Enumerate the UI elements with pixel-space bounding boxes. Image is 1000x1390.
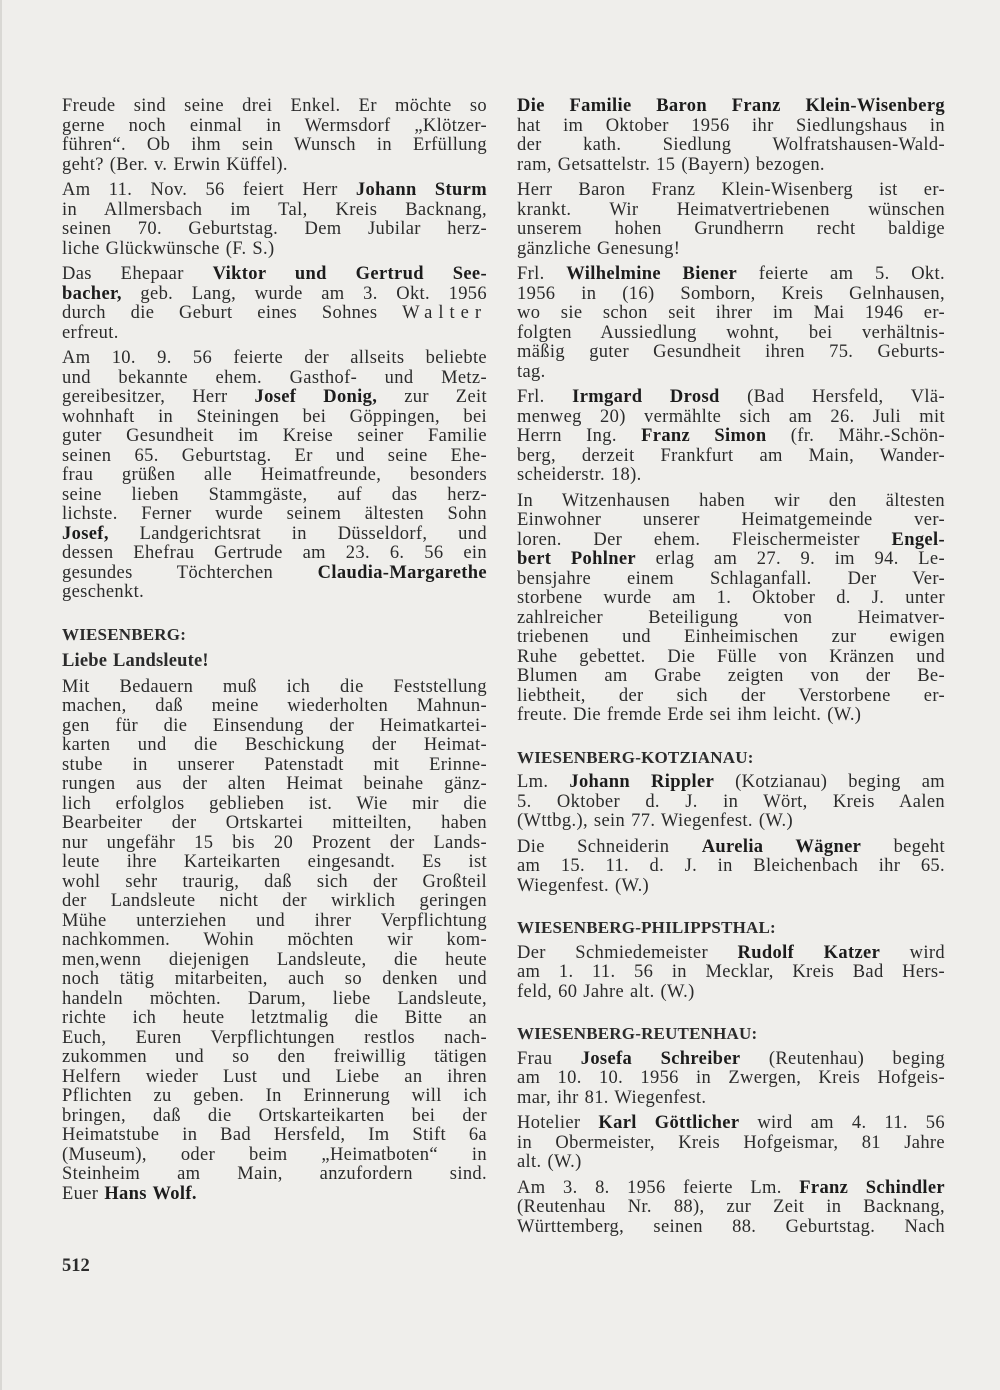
text-line [517, 97, 945, 117]
paragraph [517, 1114, 945, 1173]
text-line [62, 525, 487, 545]
salutation [62, 652, 487, 672]
text-line [62, 220, 487, 240]
bold-name: Viktor und Gertrud See- [212, 264, 487, 284]
text-line [62, 853, 487, 873]
text-line [517, 1114, 945, 1134]
text-run: Landgerichtsrat in Düsseldorf, und [108, 523, 487, 544]
text-line [62, 1009, 487, 1029]
text-line [517, 944, 945, 964]
text-line [62, 564, 487, 584]
text-line [517, 492, 945, 512]
text-line [517, 427, 945, 447]
text-run: hat im Oktober 1956 ihr Siedlungshaus in [517, 115, 945, 136]
text-run: (fr. Mähr.-Schön- [766, 426, 945, 446]
text-run: berg, derzeit Frankfurt am Main, Wander- [517, 445, 945, 466]
text-line [517, 201, 945, 221]
text-run: unserem hohen Grundherrn recht baldige [517, 219, 945, 239]
text-line [517, 918, 945, 938]
text-line [517, 812, 945, 832]
paragraph [517, 97, 945, 175]
text-run: 5. Oktober d. J. in Wört, Kreis Aalen [517, 791, 945, 812]
text-run: Blumen am Grabe zeigten von der Be- [517, 666, 945, 686]
text-run: nur ungefähr 15 bis 20 Prozent der Lands- [62, 832, 487, 853]
bold-name: Hans Wolf. [104, 1183, 197, 1204]
text-line [62, 285, 487, 305]
paragraph [62, 678, 487, 1205]
paragraph [517, 773, 945, 832]
text-run: machen, daß meine wiederholten Mahnun- [62, 696, 487, 716]
text-line [62, 447, 487, 467]
bold-name: Engel- [891, 529, 945, 550]
text-run: gen für die Einsendung der Heimatkartei- [62, 715, 487, 736]
bold-name: Irmgard Drosd [572, 387, 720, 407]
text-run: dessen Ehefrau Gertrude am 23. 6. 56 ein [62, 543, 487, 563]
text-line [62, 427, 487, 447]
text-line [62, 697, 487, 717]
text-line [517, 1069, 945, 1089]
text-run: geschenkt. [62, 582, 145, 602]
text-run: führen“. Ob ihm sein Wunsch in Erfüllung [62, 135, 487, 155]
text-line [62, 486, 487, 506]
text-line [62, 1048, 487, 1068]
text-run: Hotelier [517, 1113, 599, 1133]
text-run: Württemberg, seinen 88. Geburtstag. Nach [517, 1216, 945, 1237]
text-run: erfreut. [62, 322, 119, 343]
text-run: Mit Bedauern muß ich die Feststellung [62, 676, 487, 697]
bold-name: Karl Göttlicher [598, 1113, 740, 1133]
text-run: feld, 60 Jahre alt. (W.) [517, 981, 695, 1002]
text-line [517, 324, 945, 344]
text-run: (Museum), oder beim „Heimatboten“ in [62, 1144, 487, 1165]
text-run: WIESENBERG: [62, 624, 187, 644]
text-run: gesundes Töchterchen [62, 562, 318, 583]
text-run: liche Glückwünsche (F. S.) [62, 238, 275, 259]
text-line [62, 408, 487, 428]
text-run: Am 10. 9. 56 feierte der allseits beliebte [62, 348, 487, 368]
text-line [517, 589, 945, 609]
text-line [517, 628, 945, 648]
text-run: 1956 in (16) Somborn, Kreis Gelnhausen, [517, 283, 945, 304]
text-line [517, 983, 945, 1003]
paragraph [517, 265, 945, 382]
text-run: Frl. [517, 387, 573, 407]
text-run: Lm. [517, 772, 570, 792]
text-line [517, 447, 945, 467]
text-line [62, 181, 487, 201]
text-run: mäßig guter Gesundheit ihren 75. Geburts- [517, 342, 945, 362]
text-run: wo sie schon seit ihrer im Mai 1946 er- [517, 303, 945, 323]
section-heading [517, 918, 945, 938]
bold-name: bacher, [62, 283, 122, 304]
text-line [62, 117, 487, 137]
text-run: Mühe unterziehen und ihrer Verpflichtung [62, 910, 487, 931]
text-line [517, 511, 945, 531]
text-run: WIESENBERG-KOTZIANAU: [517, 747, 754, 767]
text-line [517, 1024, 945, 1044]
text-line [62, 756, 487, 776]
text-run: bringen, daß die Ortskarteikarten bei der [62, 1105, 487, 1126]
text-run: gänzliche Genesung! [517, 238, 681, 259]
text-line [62, 466, 487, 486]
text-line [62, 97, 487, 117]
text-line [62, 834, 487, 854]
left-column [62, 97, 487, 1204]
text-run: Frau [517, 1048, 581, 1069]
text-run: liebtheit, der sich der Verstorbene er- [517, 685, 945, 706]
text-line [517, 181, 945, 201]
text-run: der Landsleute nicht der wirklich geringen [62, 891, 487, 911]
text-line [517, 838, 945, 858]
text-run: Euer [62, 1183, 105, 1204]
text-line [62, 1087, 487, 1107]
text-line [517, 706, 945, 726]
text-run: seine lieben Stammgäste, auf das herz- [62, 484, 487, 505]
text-line [517, 1198, 945, 1218]
scan-edge [0, 0, 2, 1390]
text-line [517, 1218, 945, 1238]
text-line [62, 625, 487, 645]
paragraph [517, 838, 945, 897]
text-line [517, 343, 945, 363]
text-line [517, 609, 945, 629]
section-heading [517, 1024, 945, 1044]
text-run: erlag am 27. 9. im 94. Le- [636, 549, 945, 569]
text-run: alt. (W.) [517, 1152, 582, 1172]
text-run: bensjahre einem Schlaganfall. Der Ver- [517, 568, 945, 589]
text-run: storbene wurde am 1. Oktober d. J. unter [517, 588, 945, 608]
text-run: scheiderstr. 18). [517, 465, 642, 485]
text-run: krankt. Wir Heimatvertriebenen wünschen [517, 199, 945, 220]
text-run: zukommen und so den freiwillig tätigen [62, 1047, 487, 1067]
text-line [62, 951, 487, 971]
text-run: zahlreicher Beteiligung von Heimatver- [517, 607, 945, 628]
text-line [517, 793, 945, 813]
text-line [517, 1153, 945, 1173]
text-line [62, 1126, 487, 1146]
text-line [62, 1107, 487, 1127]
page-number: 512 [62, 1256, 90, 1276]
paragraph [62, 349, 487, 603]
text-line [517, 1089, 945, 1109]
text-line [517, 265, 945, 285]
text-line [62, 544, 487, 564]
text-run: geht? (Ber. v. Erwin Küffel). [62, 154, 288, 175]
text-run: Das Ehepaar [62, 264, 213, 284]
text-run: men,wenn diejenigen Landsleute, die heute [62, 949, 487, 970]
bold-name: Johann Sturm [355, 180, 487, 200]
text-run: lichste. Ferner wurde seinem ältesten Sohn [62, 504, 487, 524]
text-run: handeln möchten. Darum, liebe Landsleute, [62, 988, 487, 1009]
text-run: Ruhe gebettet. Die Fülle von Kränzen und [517, 646, 945, 667]
text-run: freute. Die fremde Erde sei ihm leicht. (W.) [517, 705, 862, 725]
text-line [517, 963, 945, 983]
spaced-name: Walter [402, 303, 487, 323]
text-run: menweg 20) vermählte sich am 26. Juli mit [517, 406, 945, 427]
text-line [62, 349, 487, 369]
text-line [517, 220, 945, 240]
paragraph [62, 181, 487, 259]
text-run: guter Gesundheit im Kreise seiner Familie [62, 426, 487, 446]
text-line [62, 678, 487, 698]
text-run: Euch, Euren Verpflichtungen restlos nach- [62, 1027, 487, 1048]
text-run: Herr Baron Franz Klein-Wisenberg ist er- [517, 180, 945, 200]
text-line [62, 795, 487, 815]
text-line [517, 466, 945, 486]
bold-name: Johann Rippler [569, 772, 715, 792]
text-line [62, 1068, 487, 1088]
text-line [62, 304, 487, 324]
paragraph [62, 97, 487, 175]
text-run: am 10. 10. 1956 in Zwergen, Kreis Hofgeis- [517, 1068, 945, 1088]
bold-name: Claudia-Margarethe [317, 562, 487, 583]
text-run: Am 11. Nov. 56 feiert Herr [62, 180, 356, 200]
text-run: am 1. 11. 56 in Mecklar, Kreis Bad Hers- [517, 962, 945, 982]
text-run: ram, Getsattelstr. 15 (Bayern) bezogen. [517, 154, 825, 175]
text-line [62, 775, 487, 795]
paragraph [517, 492, 945, 726]
text-line [62, 136, 487, 156]
text-line [517, 136, 945, 156]
paragraph [517, 1179, 945, 1238]
text-run: Einwohner unserer Heimatgemeinde ver- [517, 510, 945, 530]
text-line [517, 877, 945, 897]
text-run: noch tätig mitarbeiten, auch so denken und [62, 969, 487, 989]
bold-name: Franz Simon [641, 426, 767, 446]
text-run: gerne noch einmal in Wermsdorf „Klötzer- [62, 115, 487, 136]
text-line [517, 285, 945, 305]
text-line [62, 240, 487, 260]
text-run: zur Zeit [377, 387, 487, 407]
text-line [517, 388, 945, 408]
text-line [62, 1146, 487, 1166]
text-line [517, 408, 945, 428]
text-run: Am 3. 8. 1956 feierte Lm. [517, 1177, 800, 1198]
bold-name: Wilhelmine Biener [566, 264, 738, 284]
text-line [62, 717, 487, 737]
text-line [517, 531, 945, 551]
text-line [62, 324, 487, 344]
section-heading [517, 748, 945, 768]
text-run: (Bad Hersfeld, Vlä- [719, 387, 945, 407]
text-run: In Witzenhausen haben wir den ältesten [517, 490, 945, 511]
text-run: triebenen und Einheimischen zur ewigen [517, 627, 945, 647]
text-run: Herrn Ing. [517, 426, 642, 446]
bold-name: Franz Schindler [799, 1177, 945, 1198]
text-run: wohnhaft in Steiningen bei Göppingen, bei [62, 406, 487, 427]
text-run: Pflichten zu geben. In Erinnerung will ich [62, 1086, 487, 1106]
text-run: frau grüßen alle Heimatfreunde, besonders [62, 465, 487, 485]
text-run: rungen aus der alten Heimat beinahe gänz- [62, 774, 487, 794]
text-run: Liebe Landsleute! [62, 651, 209, 671]
text-line [517, 857, 945, 877]
text-line [62, 990, 487, 1010]
bold-name: Josef, [62, 523, 109, 544]
text-line [62, 369, 487, 389]
text-run: Die Schneiderin [517, 836, 702, 857]
text-line [517, 570, 945, 590]
text-run: feierte am 5. Okt. [737, 264, 945, 284]
paragraph [517, 388, 945, 486]
text-run: folgten Aussiedlung wohnt, bei verhältnis- [517, 322, 945, 343]
paragraph [517, 1050, 945, 1109]
text-run: Bearbeiter der Ortskartei mitteilten, haben [62, 813, 487, 833]
text-line [517, 687, 945, 707]
text-line [517, 773, 945, 793]
text-run: in Obermeister, Kreis Hofgeismar, 81 Jahre [517, 1132, 945, 1153]
text-run: lich erfolglos geblieben ist. Wie mir die [62, 793, 487, 814]
text-line [517, 550, 945, 570]
text-run: nachkommen. Wohin möchten wir kom- [62, 930, 487, 950]
text-line [62, 201, 487, 221]
text-run: Steinheim am Main, anzufordern sind. [62, 1164, 487, 1184]
text-run: richte ich heute letztmalig die Bitte an [62, 1008, 487, 1028]
text-line [62, 505, 487, 525]
text-line [62, 652, 487, 672]
text-run: (Wttbg.), sein 77. Wiegenfest. (W.) [517, 811, 793, 831]
text-run: karten und die Beschickung der Heimat- [62, 735, 487, 755]
text-line [62, 583, 487, 603]
text-line [517, 1050, 945, 1070]
text-run: leute ihre Karteikarten eingesandt. Es ist [62, 852, 487, 872]
text-run: WIESENBERG-REUTENHAU: [517, 1024, 758, 1043]
text-line [517, 156, 945, 176]
section-heading [62, 625, 487, 645]
text-run: wohl sehr traurig, daß sich der Großteil [62, 871, 487, 892]
bold-name: Aurelia Wägner [701, 836, 862, 857]
text-run: Heimatstube in Bad Hersfeld, Im Stift 6a [62, 1125, 487, 1145]
right-column [517, 97, 945, 1237]
text-run: und bekannte ehem. Gasthof- und Metz- [62, 367, 487, 388]
text-run: begeht [861, 836, 945, 857]
bold-name: bert Pohlner [517, 549, 636, 569]
text-run: durch die Geburt eines Sohnes [62, 303, 403, 323]
text-run: wird am 4. 11. 56 [739, 1113, 946, 1133]
text-line [517, 1134, 945, 1154]
text-line [517, 363, 945, 383]
text-run: am 15. 11. d. J. in Bleichenbach ihr 65. [517, 856, 945, 876]
paragraph [517, 944, 945, 1003]
text-run: wird [880, 942, 945, 963]
text-run: seinen 65. Geburtstag. Er und seine Ehe- [62, 445, 487, 466]
text-run: (Kotzianau) beging am [714, 772, 945, 792]
text-line [62, 892, 487, 912]
text-run: loren. Der ehem. Fleischermeister [517, 529, 892, 550]
text-line [62, 388, 487, 408]
text-line [62, 156, 487, 176]
text-run: (Reutenhau) beging [740, 1048, 946, 1069]
text-line [517, 240, 945, 260]
text-line [517, 1179, 945, 1199]
text-line [62, 912, 487, 932]
text-line [62, 1185, 487, 1205]
bold-name: Rudolf Katzer [737, 942, 881, 963]
text-run: Freude sind seine drei Enkel. Er möchte so [62, 96, 487, 116]
text-run: gereibesitzer, Herr [62, 387, 255, 407]
text-line [517, 117, 945, 137]
paragraph [62, 265, 487, 343]
text-run: geb. Lang, wurde am 3. Okt. 1956 [121, 283, 487, 304]
paragraph [517, 181, 945, 259]
text-line [62, 931, 487, 951]
text-run: tag. [517, 361, 546, 382]
text-run: Frl. [517, 264, 567, 284]
text-run: Helfern wieder Lust und Liebe an ihren [62, 1066, 487, 1087]
text-line [62, 873, 487, 893]
text-run: Der Schmiedemeister [517, 942, 738, 963]
text-run: mar, ihr 81. Wiegenfest. [517, 1087, 707, 1108]
text-line [62, 970, 487, 990]
bold-name: Die Familie Baron Franz Klein-Wisenberg [517, 96, 945, 116]
text-run: (Reutenhau Nr. 88), zur Zeit in Backnang, [517, 1197, 945, 1217]
text-run: Wiegenfest. (W.) [517, 875, 650, 896]
text-run: in Allmersbach im Tal, Kreis Backnang, [62, 199, 487, 220]
text-run: der kath. Siedlung Wolfratshausen-Wald- [517, 135, 945, 155]
bold-name: Josefa Schreiber [580, 1048, 741, 1069]
text-line [62, 1165, 487, 1185]
text-line [517, 667, 945, 687]
text-line [62, 814, 487, 834]
bold-name: Josef Donig, [254, 387, 378, 407]
text-line [517, 748, 945, 768]
text-line [517, 648, 945, 668]
text-run: seinen 70. Geburtstag. Dem Jubilar herz- [62, 219, 487, 239]
text-line [62, 265, 487, 285]
text-run: stube in unserer Patenstadt mit Erinne- [62, 754, 487, 775]
text-line [62, 1029, 487, 1049]
text-line [517, 304, 945, 324]
text-run: WIESENBERG-PHILIPPSTHAL: [517, 918, 776, 937]
text-line [62, 736, 487, 756]
